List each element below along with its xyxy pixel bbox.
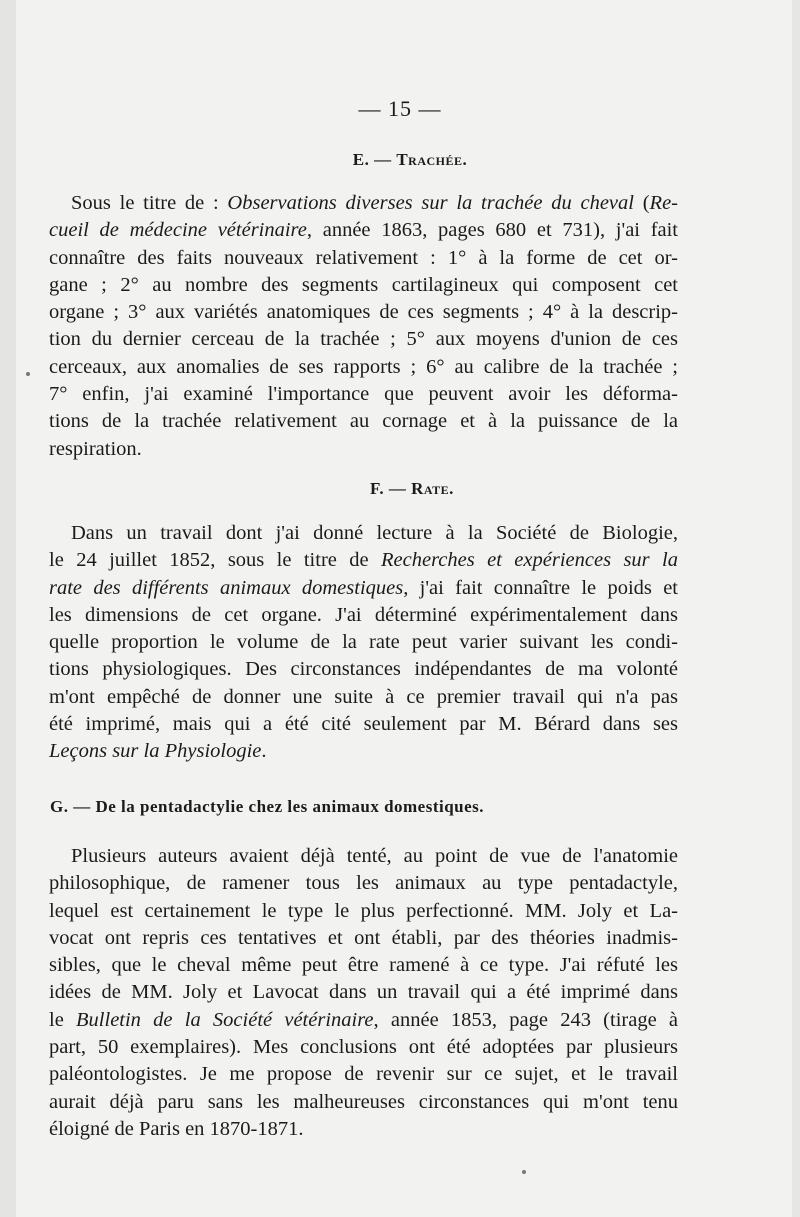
- paragraph-pentadactylie: [49, 843, 678, 1143]
- text-line: sibles, que le cheval même peut être ramené à ce type. J'ai réfuté les: [49, 954, 678, 977]
- text-line: cueil de médecine vétérinaire, année 1863, pages 680 et 731), j'ai fait: [49, 219, 679, 242]
- section-title: Rate.: [411, 479, 454, 498]
- print-speck: [26, 372, 30, 376]
- text-line: philosophique, de ramener tous les animaux au type pentadactyle,: [49, 872, 678, 895]
- text-line: tions de la trachée relativement au cornage et à la puissance de la: [49, 410, 678, 433]
- text-line: Dans un travail dont j'ai donné lecture à la Société de Biologie,: [71, 522, 678, 544]
- italic-title: cueil de médecine vétérinaire: [49, 219, 307, 242]
- section-letter: E.: [352, 150, 370, 169]
- text-line: paléontologistes. Je me propose de revenir sur ce sujet, et le travail: [49, 1063, 678, 1086]
- heading-dash: —: [369, 150, 397, 169]
- text-line: le 24 juillet 1852, sous le titre de Recherches et expériences sur la: [49, 549, 678, 572]
- text-line: tions physiologiques. Des circonstances indépendantes de ma volonté: [49, 658, 678, 681]
- section-heading-rate: [12, 479, 800, 499]
- text-line: m'ont empêché de donner une suite à ce premier travail qui n'a pas: [49, 685, 678, 708]
- page-right-edge: [792, 0, 800, 1217]
- italic-title: Bulletin de la Société vétérinaire: [76, 1008, 374, 1031]
- text-line: le Bulletin de la Société vétérinaire, année 1853, page 243 (tirage à: [49, 1008, 679, 1031]
- heading-dash: —: [68, 797, 96, 816]
- text-line: part, 50 exemplaires). Mes conclusions ont été adoptées par plusieurs: [49, 1036, 678, 1059]
- text-line: été imprimé, mais qui a été cité seulement par M. Bérard dans ses: [49, 713, 678, 736]
- text-line: vocat ont repris ces tentatives et ont établi, par des théories inadmis-: [49, 926, 678, 949]
- text-line: Sous le titre de : Observations diverses sur la trachée du cheval (Re-: [71, 192, 678, 214]
- text-line: Plusieurs auteurs avaient déjà tenté, au point de vue de l'anatomie: [71, 845, 678, 867]
- section-title: Trachée.: [396, 150, 468, 169]
- text-line: respiration.: [49, 437, 142, 460]
- text-line: aurait déjà paru sans les malheureuses circonstances qui m'ont tenu: [49, 1090, 678, 1113]
- text-line: gane ; 2° au nombre des segments cartilagineux qui composent cet: [49, 273, 678, 296]
- print-speck: [522, 1170, 526, 1174]
- text-line: éloigné de Paris en 1870-1871.: [49, 1117, 304, 1140]
- section-letter: F.: [370, 479, 385, 498]
- text-line: idées de MM. Joly et Lavocat dans un travail qui a été imprimé dans: [49, 981, 678, 1004]
- section-letter: G.: [50, 797, 69, 816]
- italic-title: Leçons sur la Physiologie: [49, 740, 262, 763]
- italic-title: Observations diverses sur la trachée du cheval: [227, 192, 634, 214]
- text-line: tion du dernier cerceau de la trachée ; 5° aux moyens d'union de ces: [49, 328, 678, 351]
- paragraph-rate: [49, 520, 678, 766]
- paragraph-trachee: [49, 190, 678, 463]
- section-title: De la pentadactylie chez les animaux domestiques.: [95, 797, 485, 816]
- italic-title: Recherches et expériences sur la: [381, 549, 678, 572]
- text-line: Leçons sur la Physiologie.: [49, 740, 267, 763]
- text-line: 7° enfin, j'ai examiné l'importance que peuvent avoir les déforma-: [49, 383, 678, 406]
- text-line: rate des différents animaux domestiques, j'ai fait connaître le poids et: [49, 576, 678, 599]
- section-heading-pentadactylie: [0, 797, 750, 817]
- italic-title: rate des différents animaux domestiques: [49, 576, 404, 599]
- text-line: organe ; 3° aux variétés anatomiques de ces segments ; 4° à la descrip-: [49, 301, 678, 324]
- section-heading-trachee: [10, 150, 800, 170]
- heading-dash: —: [384, 479, 412, 498]
- text-line: cerceaux, aux anomalies de ses rapports ; 6° au calibre de la trachée ;: [49, 355, 678, 378]
- text-line: quelle proportion le volume de la rate peut varier suivant les condi-: [49, 631, 678, 654]
- page-left-edge: [0, 0, 16, 1217]
- page-number: — 15 —: [358, 96, 442, 121]
- text-line: lequel est certainement le type le plus perfectionné. MM. Joly et La-: [49, 899, 678, 922]
- text-line: connaître des faits nouveaux relativement : 1° à la forme de cet or-: [49, 246, 678, 269]
- text-line: les dimensions de cet organe. J'ai déterminé expérimentalement dans: [49, 603, 678, 626]
